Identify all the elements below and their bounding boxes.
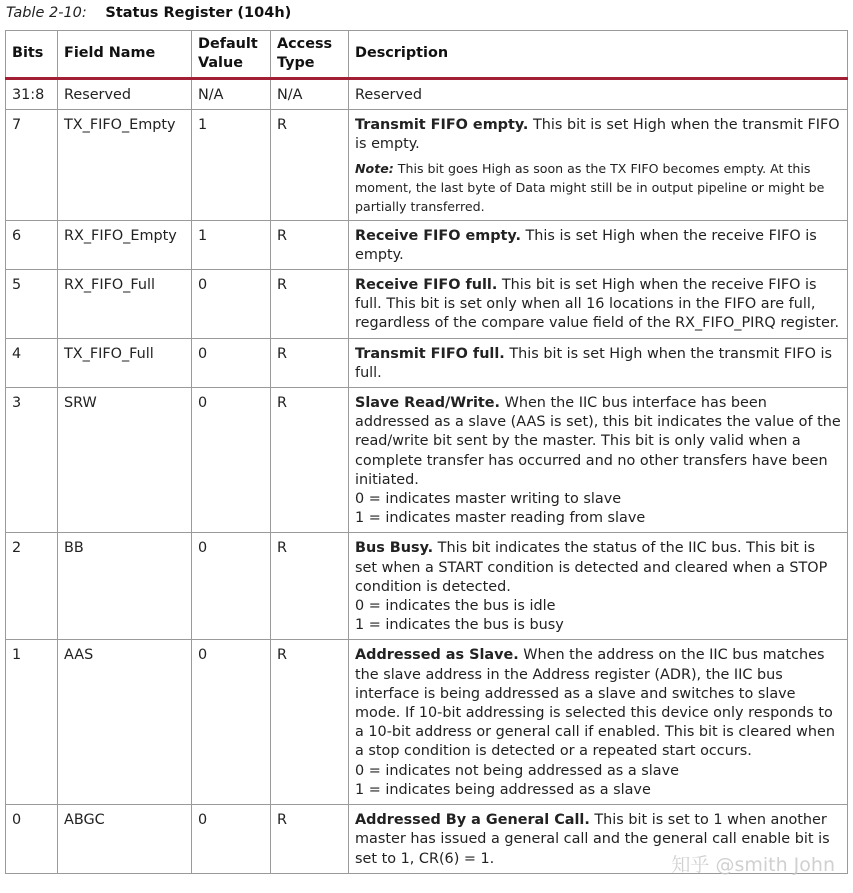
cell-bits: 0 — [6, 805, 58, 874]
description-note — [355, 159, 841, 216]
cell-description — [349, 220, 848, 269]
cell-access-type: R — [271, 388, 349, 533]
description-title: Bus Busy. — [355, 540, 434, 557]
description-text: When the IIC bus interface has been addressed as a slave (AAS is set), this bit indicates the value of the read/write bit sent by the master. This bit is only valid when a complete transfer has occurred and no other transfers have been initiated. — [355, 395, 841, 488]
value-meaning-line: 0 = indicates the bus is idle — [355, 598, 556, 615]
cell-access-type: R — [271, 220, 349, 269]
cell-field-name: TX_FIFO_Full — [58, 338, 192, 387]
cell-field-name: Reserved — [58, 79, 192, 110]
col-header-description: Description — [349, 31, 848, 79]
cell-description — [349, 338, 848, 387]
cell-access-type: R — [271, 338, 349, 387]
col-header-default-value: Default Value — [192, 31, 271, 79]
cell-bits: 2 — [6, 533, 58, 640]
cell-description — [349, 640, 848, 805]
cell-access-type: R — [271, 533, 349, 640]
status-register-table — [5, 30, 848, 874]
cell-default-value: 0 — [192, 270, 271, 339]
cell-bits: 31:8 — [6, 79, 58, 110]
cell-field-name: SRW — [58, 388, 192, 533]
cell-description — [349, 270, 848, 339]
description-text: This bit is set to 1 when another master has issued a general call and the general call enable bit is set to 1, CR(6) = 1. — [355, 812, 830, 867]
table-row — [6, 220, 848, 269]
cell-field-name: ABGC — [58, 805, 192, 874]
table-caption — [6, 3, 291, 23]
table-title: Status Register (104h) — [105, 5, 292, 21]
cell-description — [349, 533, 848, 640]
cell-default-value: 0 — [192, 640, 271, 805]
cell-default-value: N/A — [192, 79, 271, 110]
cell-description — [349, 110, 848, 220]
cell-default-value: 0 — [192, 388, 271, 533]
cell-field-name: AAS — [58, 640, 192, 805]
value-meaning-line: 1 = indicates the bus is busy — [355, 617, 564, 634]
description-text: This is set High when the receive FIFO is empty. — [355, 227, 817, 263]
watermark: 知乎 @smith John — [671, 854, 835, 876]
cell-default-value: 0 — [192, 338, 271, 387]
col-header-access-type: Access Type — [271, 31, 349, 79]
cell-field-name: TX_FIFO_Empty — [58, 110, 192, 220]
cell-access-type: N/A — [271, 79, 349, 110]
cell-bits: 7 — [6, 110, 58, 220]
table-row — [6, 640, 848, 805]
cell-access-type: R — [271, 805, 349, 874]
table-body — [6, 79, 848, 874]
table-number: Table 2-10: — [6, 5, 87, 21]
description-title: Addressed By a General Call. — [355, 812, 590, 829]
table-row — [6, 110, 848, 220]
description-title: Transmit FIFO full. — [355, 345, 505, 362]
cell-bits: 3 — [6, 388, 58, 533]
col-header-field-name: Field Name — [58, 31, 192, 79]
cell-access-type: R — [271, 270, 349, 339]
table-row — [6, 79, 848, 110]
table-row — [6, 270, 848, 339]
note-label: Note: — [355, 160, 394, 176]
value-meaning-line: 1 = indicates being addressed as a slave — [355, 781, 651, 798]
description-title: Transmit FIFO empty. — [355, 117, 529, 134]
cell-description — [349, 79, 848, 110]
description-text: This bit is set High when the transmit FIFO is full. — [355, 345, 833, 381]
table-row — [6, 388, 848, 533]
description-title: Addressed as Slave. — [355, 647, 519, 664]
col-header-bits: Bits — [6, 31, 58, 79]
cell-description — [349, 388, 848, 533]
description-text: Reserved — [355, 87, 422, 103]
value-meaning-line: 0 = indicates not being addressed as a slave — [355, 762, 679, 779]
value-meaning-line: 0 = indicates master writing to slave — [355, 491, 622, 508]
cell-access-type: R — [271, 110, 349, 220]
cell-bits: 4 — [6, 338, 58, 387]
cell-bits: 1 — [6, 640, 58, 805]
cell-bits: 5 — [6, 270, 58, 339]
description-text: This bit indicates the status of the IIC bus. This bit is set when a START condition is detected and cleared when a STOP condition is detected. — [355, 540, 828, 595]
cell-field-name: BB — [58, 533, 192, 640]
table-header-row — [6, 31, 848, 79]
cell-default-value: 0 — [192, 533, 271, 640]
note-text: This bit goes High as soon as the TX FIFO becomes empty. At this moment, the last byte of Data might still be in output pipeline or might be partially transferred. — [355, 160, 825, 214]
table-row — [6, 338, 848, 387]
value-meaning-line: 1 = indicates master reading from slave — [355, 510, 646, 527]
cell-default-value: 1 — [192, 220, 271, 269]
cell-field-name: RX_FIFO_Full — [58, 270, 192, 339]
description-title: Receive FIFO empty. — [355, 227, 521, 244]
cell-access-type: R — [271, 640, 349, 805]
cell-field-name: RX_FIFO_Empty — [58, 220, 192, 269]
description-title: Slave Read/Write. — [355, 395, 501, 412]
description-text: This bit is set High when the receive FIFO is full. This bit is set only when all 16 locations in the FIFO are full, regardless of the compare value field of the RX_FIFO_PIRQ register. — [355, 277, 840, 332]
cell-default-value: 0 — [192, 805, 271, 874]
description-text: When the address on the IIC bus matches the slave address in the Address register (ADR), the IIC bus interface is being addressed as a slave and switches to slave mode. If 10-bit addressing is selected this device only responds to a 10-bit address or general call if enabled. This bit is cleared when a stop condition is detected or a repeated start occurs. — [355, 647, 835, 760]
table-row — [6, 533, 848, 640]
cell-bits: 6 — [6, 220, 58, 269]
description-text: This bit is set High when the transmit FIFO is empty. — [355, 117, 840, 153]
description-title: Receive FIFO full. — [355, 277, 498, 294]
cell-default-value: 1 — [192, 110, 271, 220]
